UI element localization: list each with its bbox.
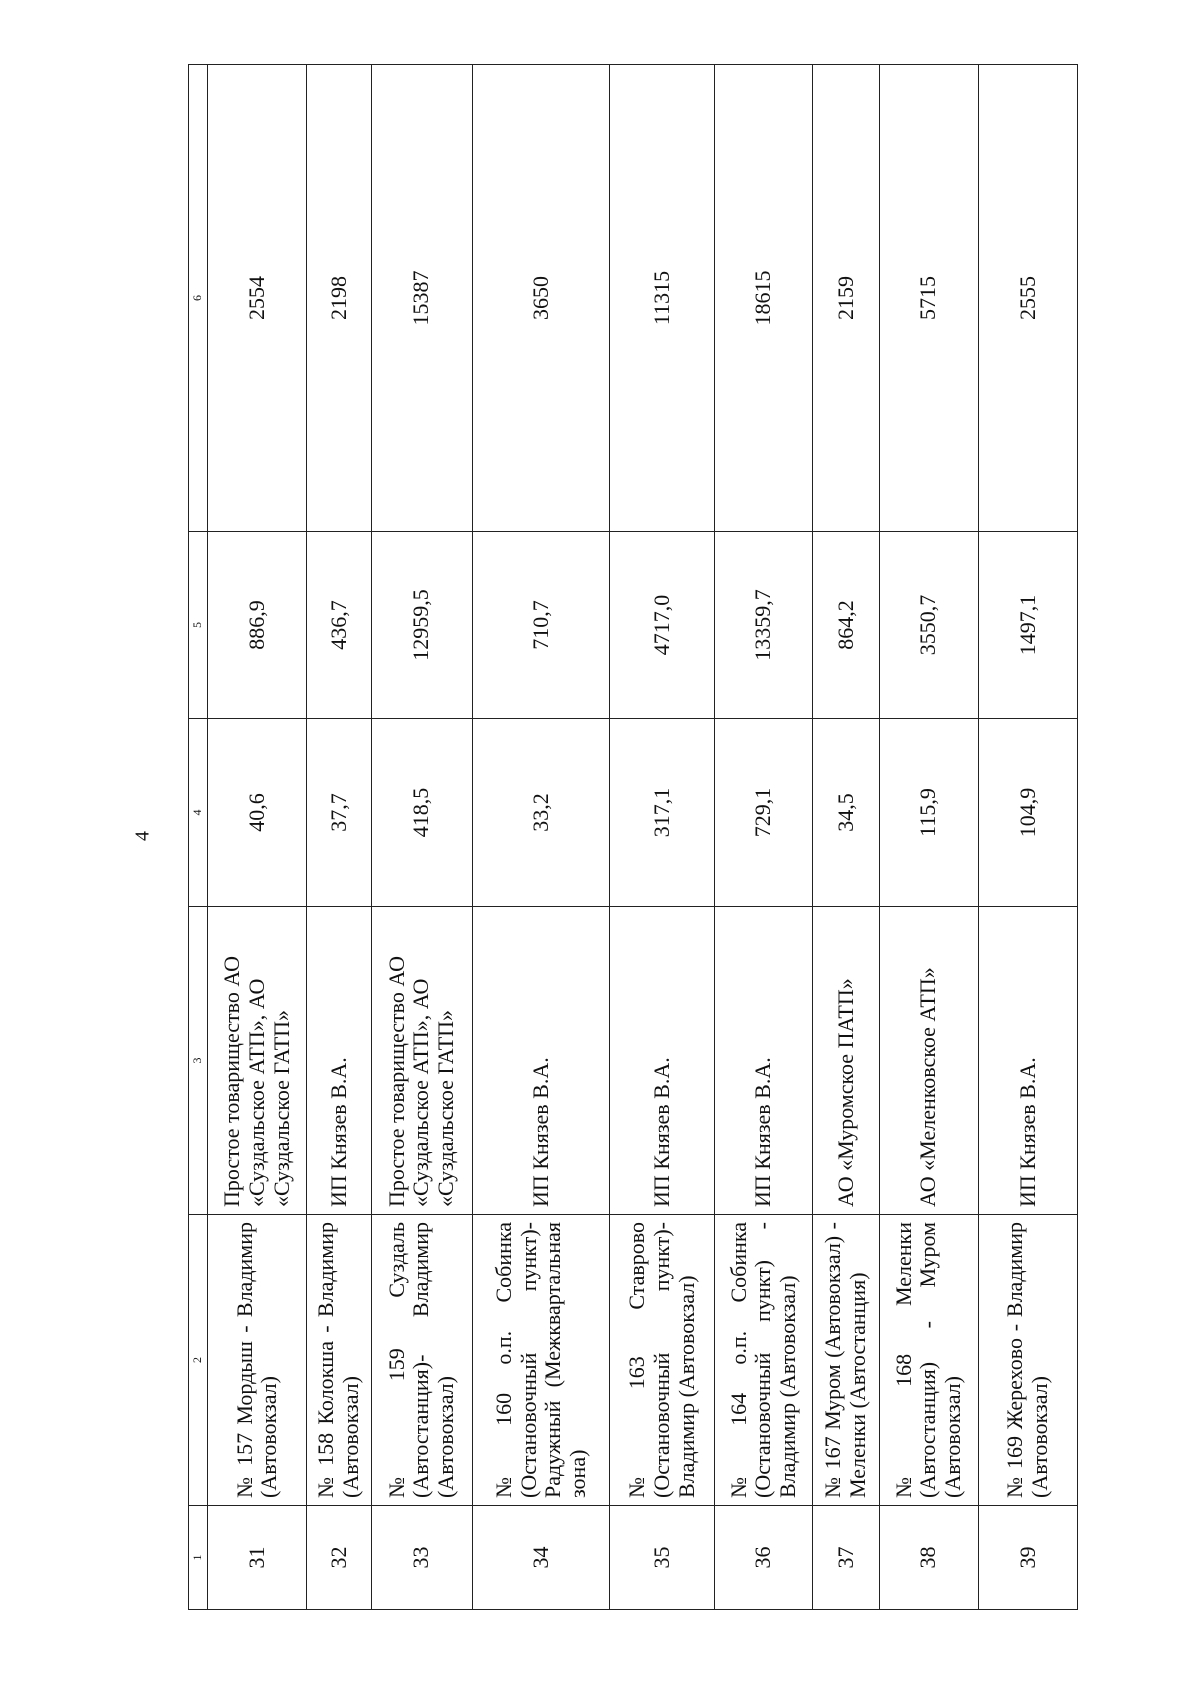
routes-table-body (189, 65, 1078, 1610)
value-cell-4: 418,5 (371, 719, 472, 907)
value-cell-5: 864,2 (813, 532, 879, 719)
value-cell-4: 40,6 (208, 719, 307, 907)
value-cell-4: 115,9 (879, 719, 978, 907)
row-number-cell: 34 (472, 1506, 609, 1610)
carrier-cell: ИП Князев В.А. (610, 907, 715, 1215)
value-cell-4: 34,5 (813, 719, 879, 907)
row-number-cell: 33 (371, 1506, 472, 1610)
value-cell-5: 4717,0 (610, 532, 715, 719)
row-number-cell: 35 (610, 1506, 715, 1610)
route-cell: № 158 Колокша - Владимир (Автовокзал) (307, 1215, 371, 1506)
carrier-cell: ИП Князев В.А. (472, 907, 609, 1215)
value-cell-4: 37,7 (307, 719, 371, 907)
value-cell-6: 2555 (978, 65, 1077, 532)
header-cell-2: 2 (189, 1215, 208, 1506)
route-cell: № 167 Муром (Автовокзал) - Меленки (Автостанция) (813, 1215, 879, 1506)
rotated-table-container (188, 65, 1078, 1610)
table-row (879, 65, 978, 1610)
table-row (307, 65, 371, 1610)
row-number-cell: 37 (813, 1506, 879, 1610)
carrier-cell: АО «Муромское ПАТП» (813, 907, 879, 1215)
route-cell: № 164 о.п. Собинка (Остановочный пункт) - Владимир (Автовокзал) (715, 1215, 813, 1506)
header-cell-3: 3 (189, 907, 208, 1215)
value-cell-6: 5715 (879, 65, 978, 532)
table-row (610, 65, 715, 1610)
header-cell-4: 4 (189, 719, 208, 907)
carrier-cell: ИП Князев В.А. (715, 907, 813, 1215)
value-cell-5: 710,7 (472, 532, 609, 719)
route-cell: № 168 Меленки (Автостанция) - Муром (Автовокзал) (879, 1215, 978, 1506)
row-number-cell: 31 (208, 1506, 307, 1610)
table-row (371, 65, 472, 1610)
route-cell: № 157 Мордыш - Владимир (Автовокзал) (208, 1215, 307, 1506)
table-row (208, 65, 307, 1610)
table-row (813, 65, 879, 1610)
value-cell-5: 886,9 (208, 532, 307, 719)
value-cell-6: 3650 (472, 65, 609, 532)
value-cell-4: 33,2 (472, 719, 609, 907)
header-cell-5: 5 (189, 532, 208, 719)
value-cell-4: 104,9 (978, 719, 1077, 907)
value-cell-5: 1497,1 (978, 532, 1077, 719)
value-cell-5: 3550,7 (879, 532, 978, 719)
route-cell: № 169 Жерехово - Владимир (Автовокзал) (978, 1215, 1077, 1506)
value-cell-6: 15387 (371, 65, 472, 532)
header-cell-1: 1 (189, 1506, 208, 1610)
value-cell-5: 13359,7 (715, 532, 813, 719)
value-cell-6: 18615 (715, 65, 813, 532)
carrier-cell: Простое товарищество АО «Суздальское АТП», АО «Суздальское ГАТП» (208, 907, 307, 1215)
route-cell: № 160 о.п. Собинка (Остановочный пункт)- Радужный (Межквартальная зона) (472, 1215, 609, 1506)
carrier-cell: Простое товарищество АО «Суздальское АТП», АО «Суздальское ГАТП» (371, 907, 472, 1215)
row-number-cell: 36 (715, 1506, 813, 1610)
carrier-cell: ИП Князев В.А. (978, 907, 1077, 1215)
route-cell: № 159 Суздаль (Автостанция)- Владимир (Автовокзал) (371, 1215, 472, 1506)
header-cell-6: 6 (189, 65, 208, 532)
carrier-cell: ИП Князев В.А. (307, 907, 371, 1215)
route-cell: № 163 Ставрово (Остановочный пункт)- Владимир (Автовокзал) (610, 1215, 715, 1506)
row-number-cell: 32 (307, 1506, 371, 1610)
row-number-cell: 39 (978, 1506, 1077, 1610)
value-cell-4: 317,1 (610, 719, 715, 907)
table-row (715, 65, 813, 1610)
value-cell-5: 12959,5 (371, 532, 472, 719)
value-cell-5: 436,7 (307, 532, 371, 719)
value-cell-6: 2554 (208, 65, 307, 532)
table-row (472, 65, 609, 1610)
value-cell-6: 2198 (307, 65, 371, 532)
header-row (189, 65, 208, 1610)
table-row (978, 65, 1077, 1610)
value-cell-6: 11315 (610, 65, 715, 532)
value-cell-6: 2159 (813, 65, 879, 532)
carrier-cell: АО «Меленковское АТП» (879, 907, 978, 1215)
routes-table (188, 64, 1078, 1610)
page-number: 4 (131, 831, 154, 841)
value-cell-4: 729,1 (715, 719, 813, 907)
row-number-cell: 38 (879, 1506, 978, 1610)
